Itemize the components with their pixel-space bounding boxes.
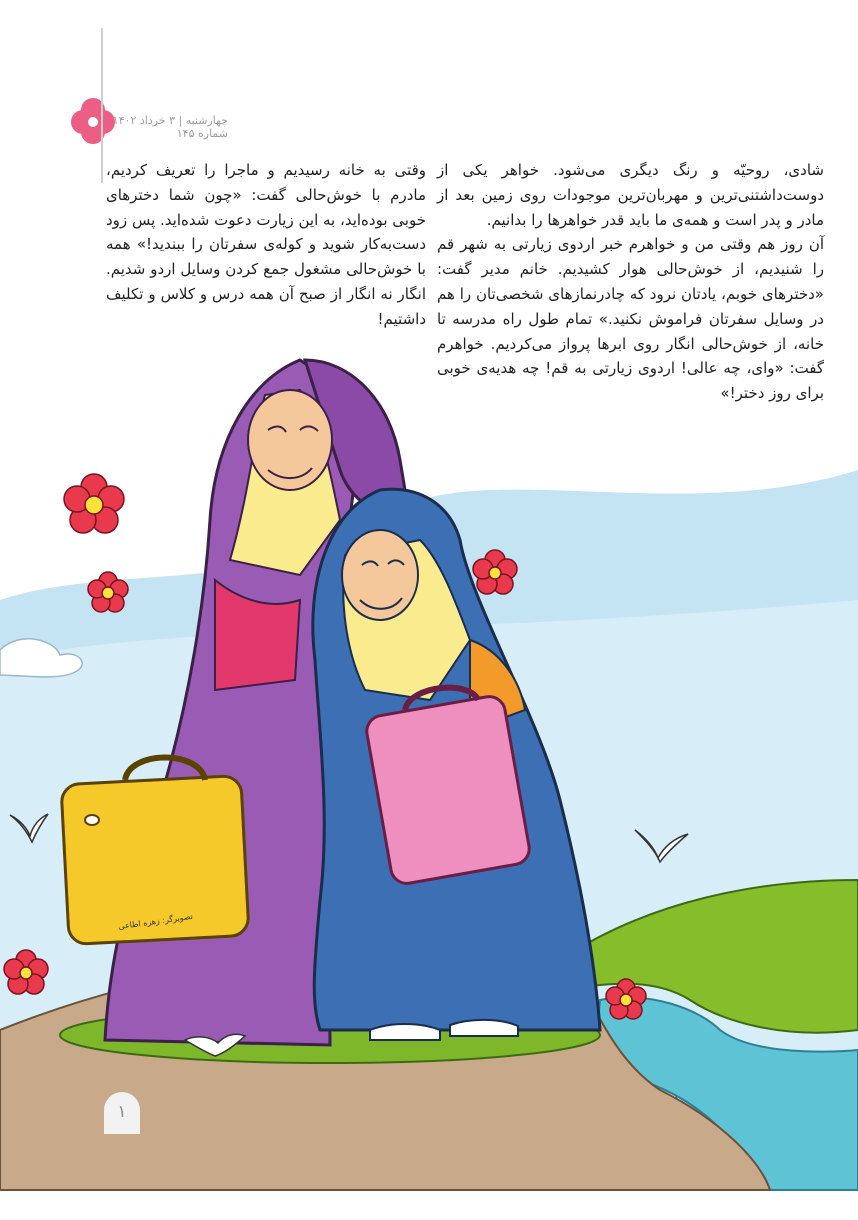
story-column-right [437, 158, 824, 406]
story-paragraph: شادی، روحیّه و رنگ دیگری می‌شود. خواهر یکی از دوست‌داشتنی‌ترین و مهربان‌ترین موجودات روی زمین بعد از مادر و پدر است و همه‌ی ما باید قدر خواهرها را بدانیم. [437, 161, 824, 229]
issue-date: چهارشنبه | ۳ خرداد ۱۴۰۲ [112, 114, 228, 127]
pink-suitcase [364, 688, 531, 886]
story-paragraph: آن روز هم وقتی من و خواهرم خبر اردوی زیارتی به شهر قم را شنیدیم، از خوش‌حالی هوار کشیدیم. خانم مدیر گفت: «دخترهای خوبم، یادتان نرود که چادرنمازهای شخصی‌تان را هم در وسایل سفرتان فراموش نکنید.» تمام طول راه مدرسه تا خانه، از خوش‌حالی انگار روی ابرها پرواز می‌کردیم. خواهرم گفت: «وای، چه عالی! اردوی زیارتی به قم! چه هدیه‌ی خوبی برای روز دختر!» [437, 235, 824, 403]
page-number: ۱ [104, 1092, 140, 1134]
older-sister-face [248, 390, 332, 490]
story-column-left [106, 158, 426, 332]
story-paragraph: وقتی به خانه رسیدیم و ماجرا را تعریف کردیم، مادرم با خوش‌حالی گفت: «چون شما دخترهای خوبی بوده‌اید، به این زیارت دعوت شده‌اید. پس زود دست‌به‌کار شوید و کوله‌ی سفرتان را ببندید!» همه با خوش‌حالی مشغول جمع کردن وسایل اردو شدیم. انگار نه انگار از صبح آن همه درس و کلاس و تکلیف داشتیم! [106, 161, 426, 328]
flower-icon [88, 572, 128, 612]
issue-header [108, 114, 228, 140]
younger-sister-face [342, 530, 418, 620]
issue-number: شماره ۱۴۵ [176, 127, 228, 140]
flower-icon [64, 474, 124, 533]
illustrator-credit: تصویرگر: زهره اطاعی [117, 911, 194, 932]
header-divider [101, 28, 103, 183]
